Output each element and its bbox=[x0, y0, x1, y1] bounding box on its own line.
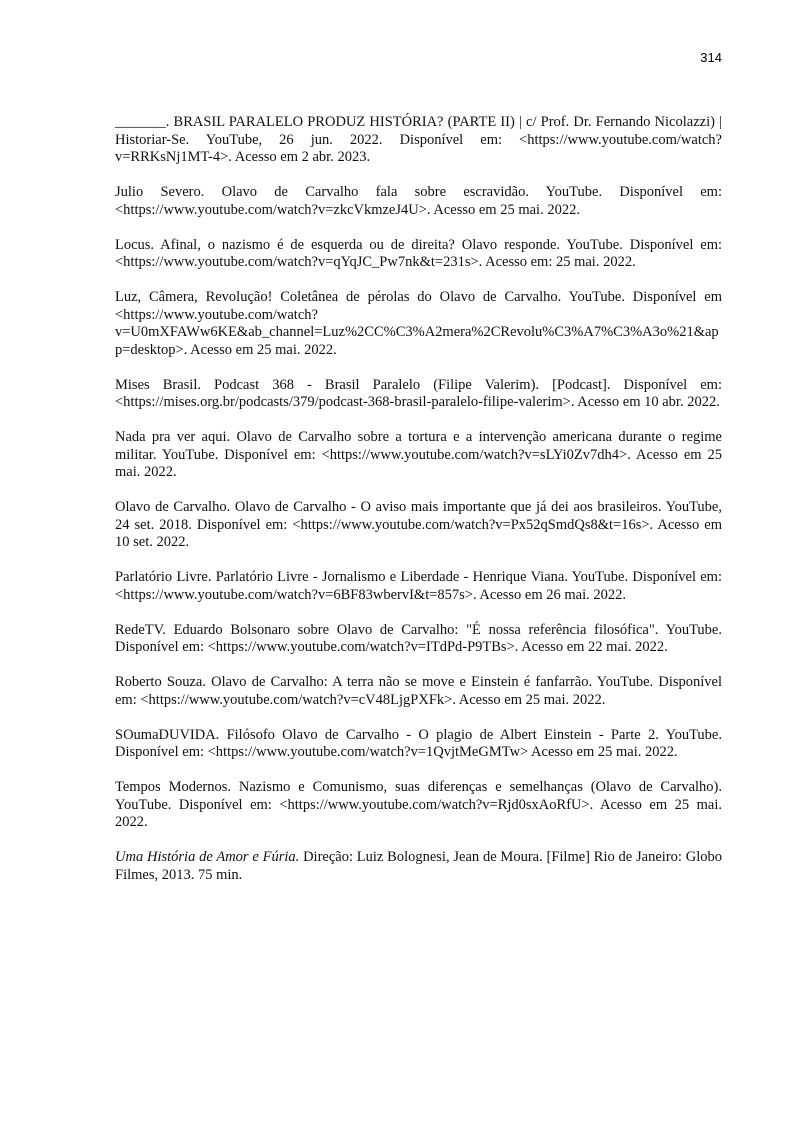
reference-item: Julio Severo. Olavo de Carvalho fala sobre escravidão. YouTube. Disponível em: <https://www.youtube.com/watch?v=zkcVkmzeJ4U>. Acesso em 25 mai. 2022. bbox=[115, 184, 722, 218]
film-title: Uma História de Amor e Fúria. bbox=[115, 849, 300, 865]
reference-list bbox=[115, 114, 722, 902]
reference-item: RedeTV. Eduardo Bolsonaro sobre Olavo de Carvalho: "É nossa referência filosófica". YouTube. Disponível em: <https://www.youtube.com/watch?v=ITdPd-P9TBs>. Acesso em 22 mai. 2022. bbox=[115, 621, 722, 655]
reference-item: Nada pra ver aqui. Olavo de Carvalho sobre a tortura e a intervenção americana durante o regime militar. YouTube. Disponível em: <https://www.youtube.com/watch?v=sLYi0Zv7dh4>. Acesso em 25 mai. 2022. bbox=[115, 429, 722, 480]
reference-item: Parlatório Livre. Parlatório Livre - Jornalismo e Liberdade - Henrique Viana. YouTube. Disponível em: <https://www.youtube.com/watch?v=6BF83wbervI&t=857s>. Acesso em 26 mai. 2022. bbox=[115, 569, 722, 603]
reference-item: Luz, Câmera, Revolução! Coletânea de pérolas do Olavo de Carvalho. YouTube. Disponível em <https://www.youtube.com/watch?v=U0mXFAWw6KE&ab_channel=Luz%2CC%C3%A2mera%2CRevolu%C3%A7%C3%A3o%21&app=desktop>. Acesso em 25 mai. 2022. bbox=[115, 289, 722, 358]
reference-item: Tempos Modernos. Nazismo e Comunismo, suas diferenças e semelhanças (Olavo de Carvalho). YouTube. Disponível em: <https://www.youtube.com/watch?v=Rjd0sxAoRfU>. Acesso em 25 mai. 2022. bbox=[115, 779, 722, 830]
reference-item: Mises Brasil. Podcast 368 - Brasil Paralelo (Filipe Valerim). [Podcast]. Disponível em: <https://mises.org.br/podcasts/379/podcast-368-brasil-paralelo-filipe-valerim>. Acesso em 10 abr. 2022. bbox=[115, 376, 722, 410]
film-details: Direção: Luiz Bolognesi, Jean de Moura. [Filme] Rio de Janeiro: Globo Filmes, 2013. 75 min. bbox=[115, 849, 722, 883]
reference-item-film bbox=[115, 849, 722, 884]
reference-item: _______. BRASIL PARALELO PRODUZ HISTÓRIA? (PARTE II) | c/ Prof. Dr. Fernando Nicolazzi) | Historiar-Se. YouTube, 26 jun. 2022. Disponível em: <https://www.youtube.com/watch?v=RRKsNj1MT-4>. Acesso em 2 abr. 2023. bbox=[115, 114, 722, 165]
reference-item: SOumaDUVIDA. Filósofo Olavo de Carvalho - O plagio de Albert Einstein - Parte 2. YouTube. Disponível em: <https://www.youtube.com/watch?v=1QvjtMeGMTw> Acesso em 25 mai. 2022. bbox=[115, 726, 722, 760]
reference-item: Locus. Afinal, o nazismo é de esquerda ou de direita? Olavo responde. YouTube. Disponível em: <https://www.youtube.com/watch?v=qYqJC_Pw7nk&t=231s>. Acesso em: 25 mai. 2022. bbox=[115, 236, 722, 270]
page-number: 314 bbox=[700, 50, 722, 65]
reference-item: Roberto Souza. Olavo de Carvalho: A terra não se move e Einstein é fanfarrão. YouTube. Disponível em: <https://www.youtube.com/watch?v=cV48LjgPXFk>. Acesso em 25 mai. 2022. bbox=[115, 674, 722, 708]
reference-item: Olavo de Carvalho. Olavo de Carvalho - O aviso mais importante que já dei aos brasileiros. YouTube, 24 set. 2018. Disponível em: <https://www.youtube.com/watch?v=Px52qSmdQs8&t=16s>. Acesso em 10 set. 2022. bbox=[115, 499, 722, 550]
